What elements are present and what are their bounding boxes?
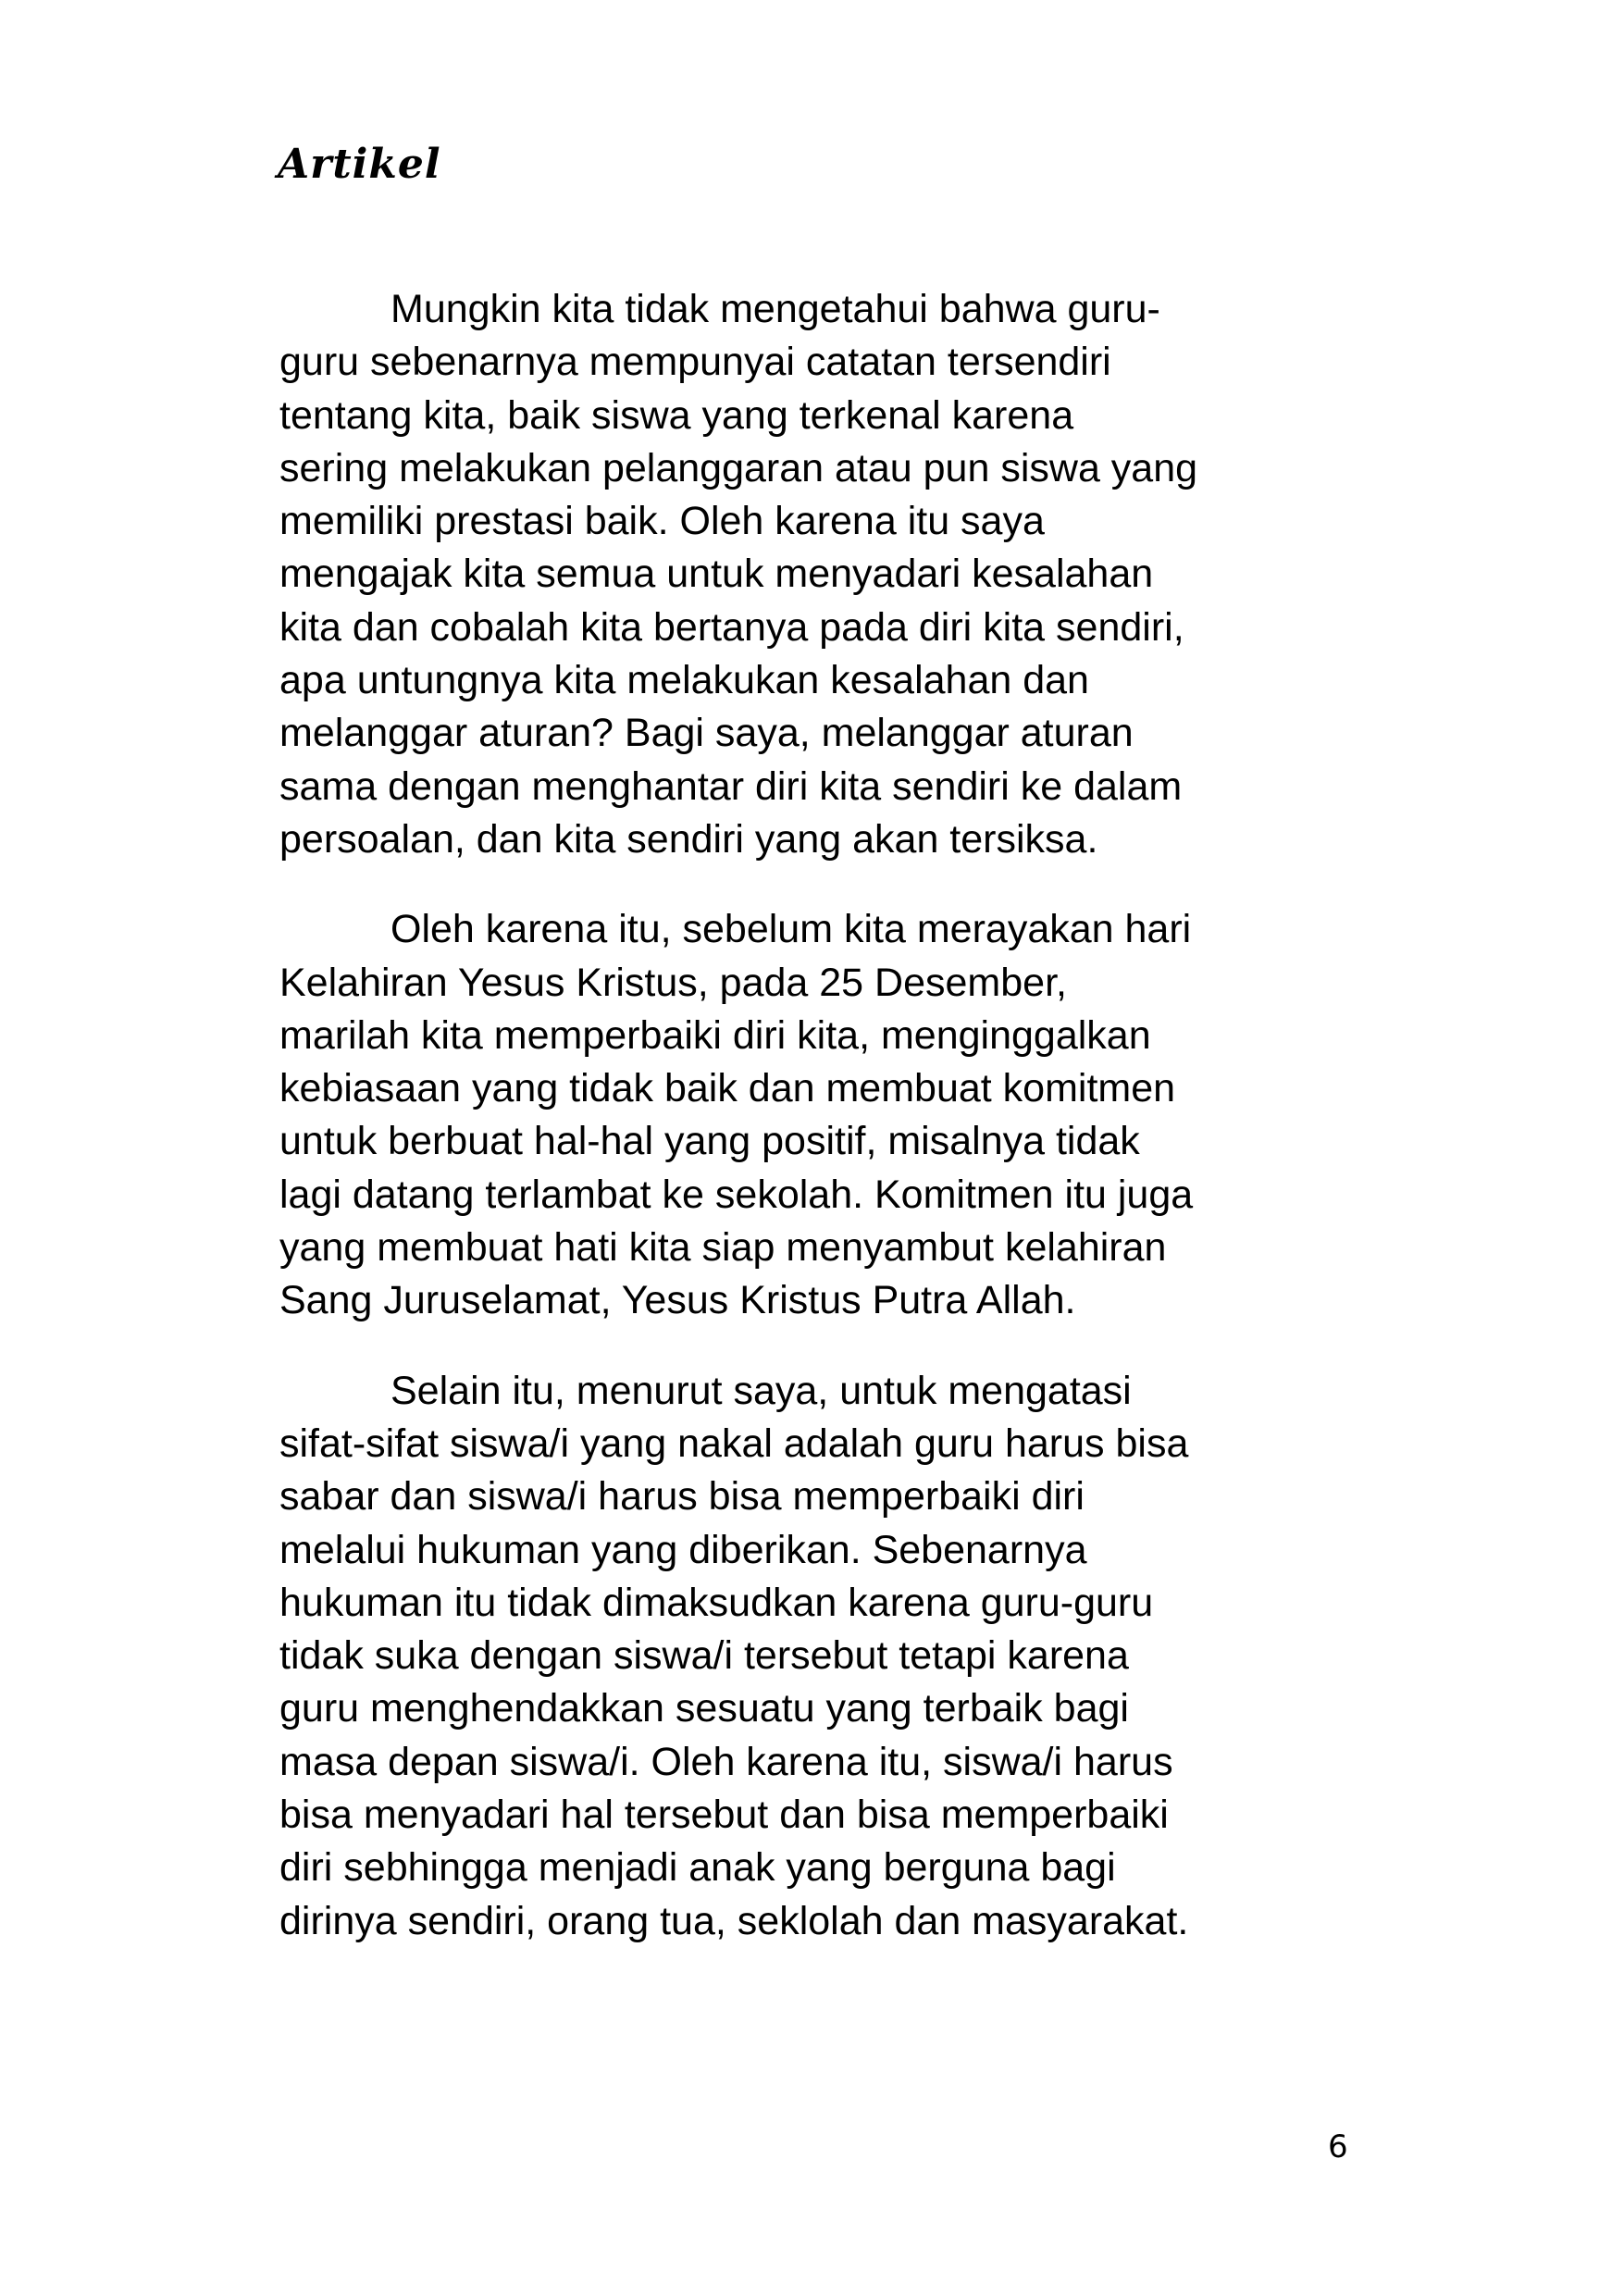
paragraph-2: Oleh karena itu, sebelum kita merayakan hari Kelahiran Yesus Kristus, pada 25 Desember, marilah kita memperbaiki diri kita, menginggalkan kebiasaan yang tidak baik dan membuat komitmen untuk berbuat hal-hal yang positif, misalnya tidak lagi datang terlambat ke sekolah. Komitmen itu juga yang membuat hati kita siap menyambut kelahiran Sang Juruselamat, Yesus Kristus Putra Allah. bbox=[279, 907, 1194, 1323]
paragraph-3: Selain itu, menurut saya, untuk mengatasi sifat-sifat siswa/i yang nakal adalah guru harus bisa sabar dan siswa/i harus bisa memperbaiki diri melalui hukuman yang diberikan. Sebenarnya hukuman itu tidak dimaksudkan karena guru-guru tidak suka dengan siswa/i tersebut tetapi karena guru menghendakkan sesuatu yang terbaik bagi masa depan siswa/i. Oleh karena itu, siswa/i harus bisa menyadari hal tersebut dan bisa memperbaiki diri sebhingga menjadi anak yang berguna bagi dirinya sendiri, orang tua, seklolah dan masyarakat. bbox=[279, 1368, 1189, 1943]
article-heading: Artikel bbox=[278, 141, 441, 188]
paragraph-1: Mungkin kita tidak mengetahui bahwa guru- guru sebenarnya mempunyai catatan tersendiri tentang kita, baik siswa yang terkenal karena sering melakukan pelanggaran atau pun siswa yang memiliki prestasi baik. Oleh karena itu saya mengajak kita semua untuk menyadari kesalahan kita dan cobalah kita bertanya pada diri kita sendiri, apa untungnya kita melakukan kesalahan dan melanggar aturan? Bagi saya, melanggar aturan sama dengan menghantar diri kita sendiri ke dalam persoalan, dan kita sendiri yang akan tersiksa. bbox=[279, 287, 1198, 862]
page-number: 6 bbox=[1328, 2128, 1348, 2165]
article-body bbox=[279, 283, 1371, 1985]
